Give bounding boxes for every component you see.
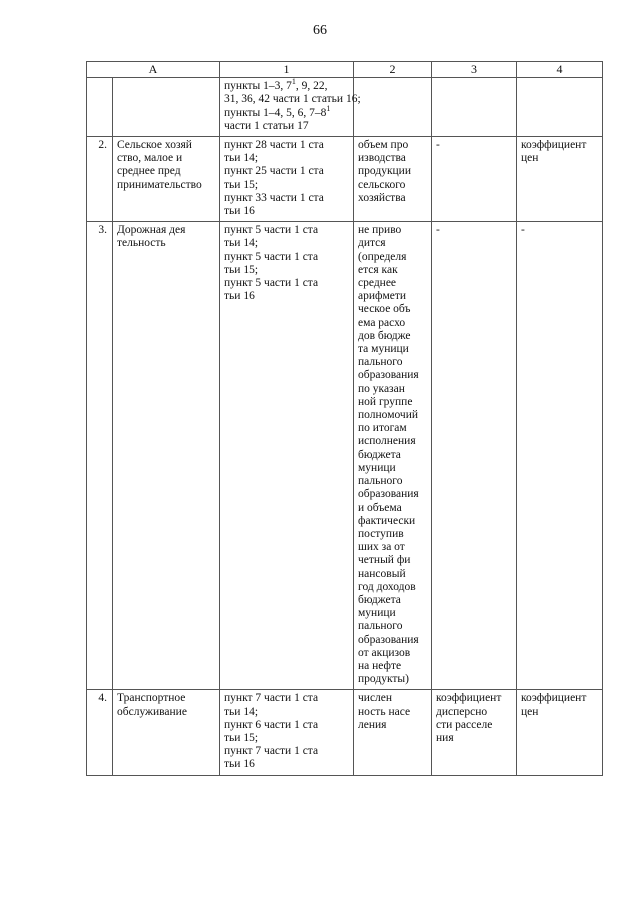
cell-line: тьи 15; (224, 263, 259, 276)
cell-line: дисперсно (436, 705, 488, 718)
cell-line: части 1 статьи 17 (224, 119, 309, 132)
cell-line: и объема (358, 501, 402, 514)
page-number: 66 (313, 23, 327, 38)
cell-line: ство, малое и (117, 152, 183, 165)
cell-line: нансовый (358, 567, 406, 580)
cell-line: изводства (358, 152, 406, 165)
cell-4 (517, 690, 603, 775)
cell-1 (220, 137, 354, 222)
cell-line: среднее пред (117, 165, 181, 178)
table-header-row (87, 62, 603, 78)
cell-a (113, 137, 220, 222)
cell-line: от акцизов (358, 646, 411, 659)
cell-line: пального (358, 356, 403, 369)
cell-2 (354, 690, 432, 775)
cell-line: бюджета (358, 448, 401, 461)
cell-a (113, 78, 220, 137)
cell-4 (517, 78, 603, 137)
cell-4 (517, 137, 603, 222)
cell-line: обслуживание (117, 705, 187, 718)
cell-line: коэффициент (521, 139, 587, 152)
header-col-2: 2 (354, 62, 432, 78)
cell-line: числен (358, 692, 393, 705)
cell-line: тьи 14; (224, 237, 259, 250)
cell-line: тьи 14; (224, 705, 259, 718)
table-row (87, 78, 603, 137)
cell-line: четный фи (358, 554, 411, 567)
cell-line: тьи 15; (224, 178, 259, 191)
table-row (87, 222, 603, 690)
cell-line: среднее (358, 277, 397, 290)
cell-line: ется как (358, 263, 398, 276)
cell-line: ния (436, 731, 454, 744)
cell-line: год доходов (358, 580, 416, 593)
cell-line: бюджета (358, 593, 401, 606)
cell-line: дится (358, 237, 386, 250)
cell-line: Сельское хозяй (117, 139, 192, 152)
cell-line: дов бюдже (358, 329, 411, 342)
cell-line: коэффициент (521, 692, 587, 705)
cell-line: пального (358, 475, 403, 488)
cell-line: - (436, 139, 440, 152)
cell-1 (220, 77, 361, 137)
cell-line: сельского (358, 178, 406, 191)
cell-2 (354, 137, 432, 222)
cell-line: ема расхо (358, 316, 406, 329)
cell-line: Дорожная дея (117, 224, 186, 237)
cell-line: пункты 1–4, 5, 6, $7-8^1$ (224, 103, 331, 119)
cell-line: фактически (358, 514, 416, 527)
header-col-4: 4 (517, 62, 603, 78)
cell-line: 31, 36, 42 части 1 статьи 16; (224, 93, 361, 106)
cell-line: тьи 16 (224, 205, 255, 218)
cell-3 (432, 78, 517, 137)
cell-line: по указан (358, 382, 405, 395)
cell-line: тьи 16 (224, 758, 255, 771)
cell-a (113, 222, 220, 690)
cell-3 (432, 137, 517, 222)
row-number: 2. (87, 137, 113, 222)
cell-line: продукты) (358, 673, 409, 686)
cell-line: ления (358, 718, 387, 731)
cell-line: не приво (358, 224, 402, 237)
cell-line: пального (358, 620, 403, 633)
cell-3 (432, 222, 517, 690)
cell-line: та муници (358, 343, 409, 356)
cell-line: исполнения (358, 435, 416, 448)
table-row (87, 690, 603, 775)
cell-line: по итогам (358, 422, 407, 435)
header-col-1: 1 (220, 62, 354, 78)
competence-table (86, 61, 603, 776)
table-row (87, 137, 603, 222)
cell-4 (517, 222, 603, 690)
cell-line: муници (358, 607, 396, 620)
cell-line: пункт 5 части 1 ста (224, 277, 319, 290)
row-number: 4. (87, 690, 113, 775)
header-col-a: А (87, 62, 220, 78)
cell-line: тьи 16 (224, 290, 255, 303)
cell-line: полномочий (358, 409, 419, 422)
cell-line: поступив (358, 527, 404, 540)
cell-line: пункт 33 части 1 ста (224, 191, 324, 204)
cell-line: пункт 7 части 1 ста (224, 692, 319, 705)
cell-line: пункт 5 части 1 ста (224, 224, 319, 237)
cell-line: - (521, 224, 525, 237)
cell-line: пункт 5 части 1 ста (224, 250, 319, 263)
cell-a (113, 690, 220, 775)
cell-line: на нефте (358, 659, 402, 672)
cell-line: арифмети (358, 290, 407, 303)
cell-line: Транспортное (117, 692, 186, 705)
cell-line: продукции (358, 165, 411, 178)
cell-line: хозяйства (358, 191, 406, 204)
cell-line: ной группе (358, 395, 413, 408)
cell-line: ших за от (358, 541, 405, 554)
cell-1 (220, 222, 354, 690)
cell-line: ческое объ (358, 303, 411, 316)
cell-line: тьи 15; (224, 731, 259, 744)
cell-line: образования (358, 488, 419, 501)
cell-line: пункт 25 части 1 ста (224, 165, 324, 178)
cell-line: тельность (117, 237, 166, 250)
row-number (87, 78, 113, 137)
header-col-3: 3 (432, 62, 517, 78)
row-number: 3. (87, 222, 113, 690)
cell-line: образования (358, 633, 419, 646)
cell-line: сти расселе (436, 718, 493, 731)
cell-line: объем про (358, 139, 409, 152)
cell-line: цен (521, 152, 539, 165)
cell-2 (354, 78, 432, 137)
cell-line: ность насе (358, 705, 411, 718)
cell-line: принимательство (117, 178, 202, 191)
cell-line: пункт 6 части 1 ста (224, 718, 319, 731)
cell-line: пункт 7 части 1 ста (224, 745, 319, 758)
cell-line: пункты 1–3, $7^1$, 9, 22, (224, 77, 328, 93)
cell-line: тьи 14; (224, 152, 259, 165)
cell-line: коэффициент (436, 692, 502, 705)
cell-2 (354, 222, 432, 690)
cell-1 (220, 690, 354, 775)
cell-line: пункт 28 части 1 ста (224, 139, 324, 152)
cell-3 (432, 690, 517, 775)
cell-line: - (436, 224, 440, 237)
cell-line: образования (358, 369, 419, 382)
cell-line: муници (358, 461, 396, 474)
cell-line: (определя (358, 250, 407, 263)
cell-line: цен (521, 705, 539, 718)
